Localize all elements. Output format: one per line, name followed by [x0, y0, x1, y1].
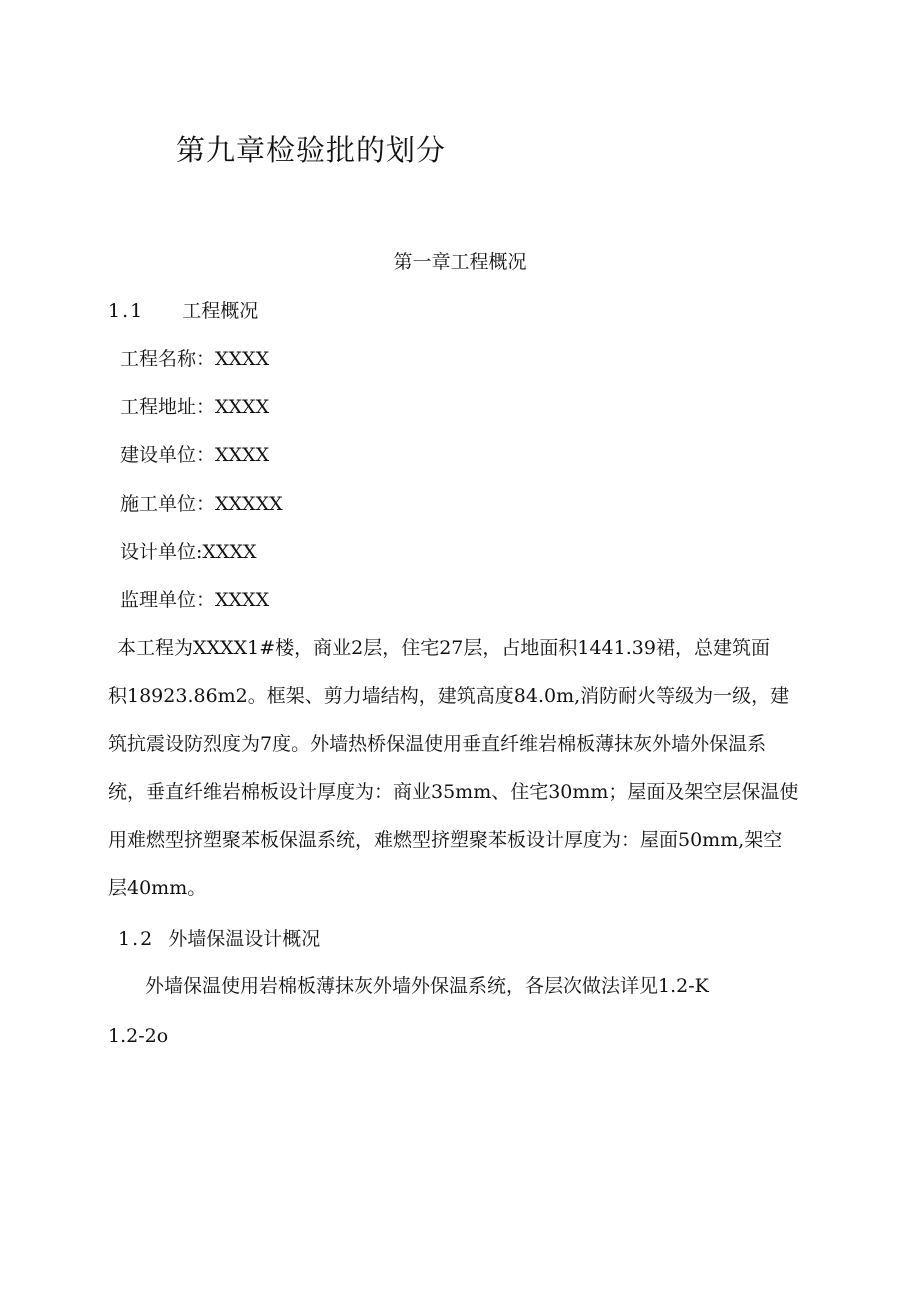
paragraph-line: 1.2-2o	[108, 1025, 169, 1047]
field-project-address: 工程地址：XXXX	[120, 396, 270, 418]
paragraph-line: 用难燃型挤塑聚苯板保温系统，难燃型挤塑聚苯板设计厚度为：屋面50mm,架空	[108, 829, 783, 851]
field-design-unit: 设计单位:XXXX	[120, 541, 257, 563]
paragraph-line: 本工程为XXXX1#楼，商业2层，住宅27层，占地面积1441.39裙，总建筑面	[117, 637, 770, 659]
paragraph-line: 统，垂直纤维岩棉板设计厚度为：商业35mm、住宅30mm；屋面及架空层保温使	[108, 781, 799, 803]
section-1-2-heading	[118, 924, 320, 951]
field-project-name: 工程名称：XXXX	[120, 348, 270, 370]
sub-chapter-title: 第一章工程概况	[393, 251, 527, 273]
paragraph-line: 外墙保温使用岩棉板薄抹灰外墙外保温系统，各层次做法详见1.2-K	[145, 975, 709, 997]
section-title: 工程概况	[182, 300, 259, 322]
field-owner-unit: 建设单位：XXXX	[120, 444, 270, 466]
section-number: 1.1	[108, 300, 145, 322]
field-supervision-unit: 监理单位：XXXX	[120, 589, 270, 611]
paragraph-line: 筑抗震设防烈度为7度。外墙热桥保温使用垂直纤维岩棉板薄抹灰外墙外保温系	[108, 733, 767, 755]
section-1-1-heading	[108, 296, 258, 323]
chapter-title: 第九章检验批的划分	[176, 133, 447, 167]
section-number: 1.2	[118, 928, 155, 950]
paragraph-line: 积18923.86m2。框架、剪力墙结构，建筑高度84.0m,消防耐火等级为一级，建	[108, 685, 790, 707]
field-construction-unit: 施工单位：XXXXX	[120, 493, 283, 515]
paragraph-line: 层40mm。	[108, 877, 207, 899]
section-title: 外墙保温设计概况	[168, 928, 321, 950]
